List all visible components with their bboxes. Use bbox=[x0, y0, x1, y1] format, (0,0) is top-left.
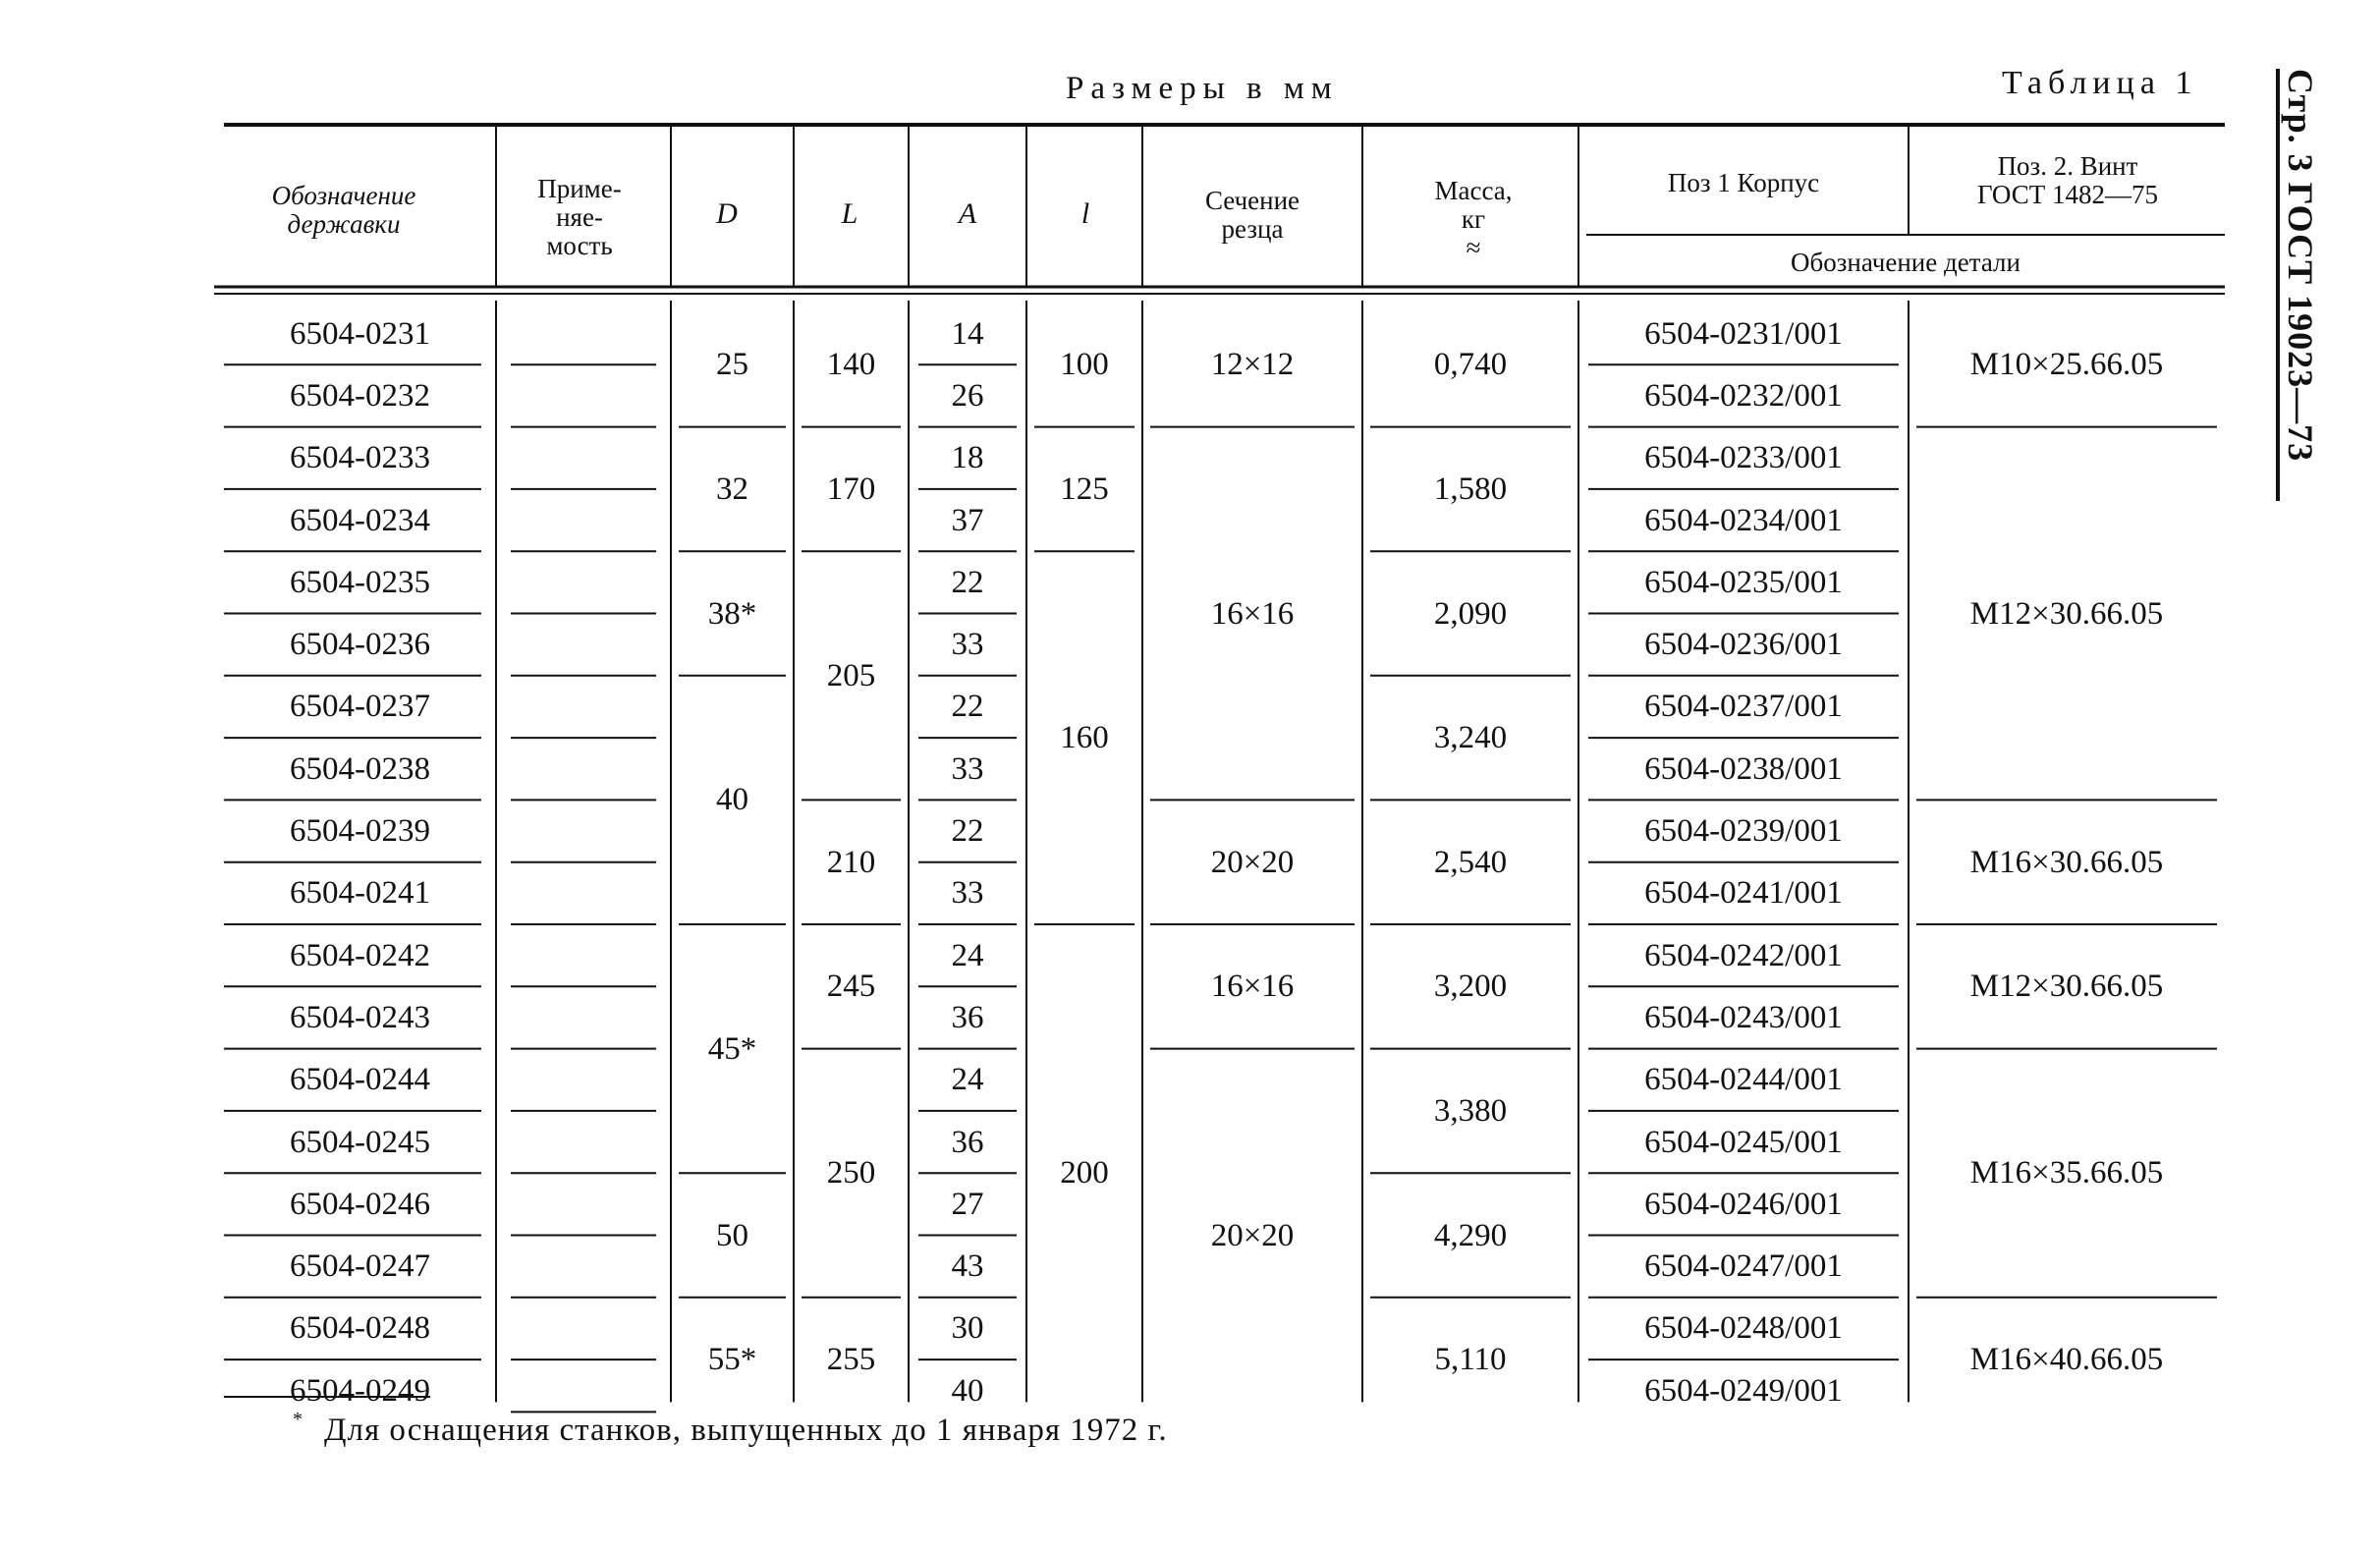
designation-cell: 6504-0249 bbox=[290, 1372, 430, 1409]
L-cell: 255 bbox=[826, 1342, 876, 1378]
body-part-cell: 6504-0242/001 bbox=[1644, 937, 1843, 973]
section-cell: 20×20 bbox=[1210, 1217, 1295, 1253]
L-cell: 205 bbox=[826, 657, 876, 693]
header-part-designation: Обозначение детали bbox=[1791, 248, 2020, 277]
L-cell: 170 bbox=[826, 471, 876, 507]
A-cell: 24 bbox=[951, 937, 984, 973]
screw-cell: M10×25.66.05 bbox=[1969, 347, 2164, 383]
l-cell: 160 bbox=[1060, 720, 1109, 756]
footnote: Для оснащения станков, выпущенных до 1 января 1972 г. bbox=[324, 1413, 1168, 1448]
L-cell: 210 bbox=[826, 844, 876, 880]
designation-cell: 6504-0244 bbox=[290, 1062, 430, 1098]
A-cell: 33 bbox=[951, 627, 984, 663]
designation-cell: 6504-0239 bbox=[290, 813, 430, 850]
body-part-cell: 6504-0235/001 bbox=[1644, 564, 1843, 600]
designation-cell: 6504-0235 bbox=[290, 564, 430, 600]
screw-cell: M16×30.66.05 bbox=[1969, 844, 2164, 880]
body-part-cell: 6504-0232/001 bbox=[1644, 377, 1843, 414]
body-part-cell: 6504-0241/001 bbox=[1644, 875, 1843, 912]
header-mass: Масса, кг ≈ bbox=[1434, 176, 1513, 262]
A-cell: 27 bbox=[951, 1186, 984, 1222]
body-part-cell: 6504-0236/001 bbox=[1644, 627, 1843, 663]
body-part-cell: 6504-0237/001 bbox=[1644, 689, 1843, 725]
body-part-cell: 6504-0231/001 bbox=[1644, 315, 1843, 352]
body-part-cell: 6504-0238/001 bbox=[1644, 750, 1843, 787]
D-cell: 55* bbox=[707, 1342, 757, 1378]
section-cell: 16×16 bbox=[1210, 969, 1295, 1005]
units-caption: Размеры в мм bbox=[1066, 71, 1339, 106]
body-part-cell: 6504-0249/001 bbox=[1644, 1372, 1843, 1409]
A-cell: 43 bbox=[951, 1248, 984, 1285]
A-cell: 37 bbox=[951, 502, 984, 538]
designation-cell: 6504-0241 bbox=[290, 875, 430, 912]
mass-cell: 3,240 bbox=[1433, 720, 1508, 756]
mass-cell: 5,110 bbox=[1434, 1342, 1507, 1378]
l-cell: 200 bbox=[1060, 1155, 1109, 1192]
header-A: A bbox=[958, 197, 977, 230]
header-D: D bbox=[716, 197, 738, 230]
body-part-cell: 6504-0234/001 bbox=[1644, 502, 1843, 538]
section-cell: 16×16 bbox=[1210, 595, 1295, 632]
designation-cell: 6504-0247 bbox=[290, 1248, 430, 1285]
A-cell: 22 bbox=[951, 689, 984, 725]
A-cell: 26 bbox=[951, 377, 984, 414]
header-l: l bbox=[1080, 197, 1090, 230]
L-cell: 140 bbox=[826, 347, 876, 383]
D-cell: 40 bbox=[716, 782, 748, 818]
L-cell: 245 bbox=[826, 969, 876, 1005]
A-cell: 14 bbox=[951, 315, 984, 352]
A-cell: 22 bbox=[951, 564, 984, 600]
mass-cell: 1,580 bbox=[1433, 471, 1508, 507]
designation-cell: 6504-0248 bbox=[290, 1310, 430, 1347]
A-cell: 33 bbox=[951, 750, 984, 787]
mass-cell: 4,290 bbox=[1433, 1217, 1508, 1253]
L-cell: 250 bbox=[826, 1155, 876, 1192]
A-cell: 22 bbox=[951, 813, 984, 850]
A-cell: 36 bbox=[951, 999, 984, 1035]
screw-cell: M16×35.66.05 bbox=[1969, 1155, 2164, 1192]
mass-cell: 3,200 bbox=[1433, 969, 1508, 1005]
designation-cell: 6504-0238 bbox=[290, 750, 430, 787]
A-cell: 30 bbox=[951, 1310, 984, 1347]
screw-cell: M12×30.66.05 bbox=[1969, 969, 2164, 1005]
body-part-cell: 6504-0244/001 bbox=[1644, 1062, 1843, 1098]
body-part-cell: 6504-0246/001 bbox=[1644, 1186, 1843, 1222]
D-cell: 25 bbox=[716, 347, 748, 383]
designation-cell: 6504-0245 bbox=[290, 1124, 430, 1160]
body-part-cell: 6504-0248/001 bbox=[1644, 1310, 1843, 1347]
l-cell: 100 bbox=[1060, 347, 1109, 383]
D-cell: 45* bbox=[707, 1030, 757, 1067]
A-cell: 24 bbox=[951, 1062, 984, 1098]
section-cell: 12×12 bbox=[1210, 347, 1295, 383]
footnote-mark: * bbox=[293, 1409, 303, 1430]
designation-cell: 6504-0237 bbox=[290, 689, 430, 725]
A-cell: 33 bbox=[951, 875, 984, 912]
D-cell: 50 bbox=[716, 1217, 748, 1253]
body-part-cell: 6504-0245/001 bbox=[1644, 1124, 1843, 1160]
header-applicability: Приме- няе- мость bbox=[537, 174, 622, 260]
table-number: Таблица 1 bbox=[2002, 65, 2198, 101]
mass-cell: 2,090 bbox=[1433, 595, 1508, 632]
mass-cell: 3,380 bbox=[1433, 1092, 1508, 1129]
body-part-cell: 6504-0243/001 bbox=[1644, 999, 1843, 1035]
screw-cell: M12×30.66.05 bbox=[1969, 595, 2164, 632]
designation-cell: 6504-0236 bbox=[290, 627, 430, 663]
side-header-text: Стр. 3 ГОСТ 19023—73 bbox=[2281, 69, 2320, 463]
header-L: L bbox=[841, 197, 858, 230]
designation-cell: 6504-0232 bbox=[290, 377, 430, 414]
A-cell: 18 bbox=[951, 440, 984, 476]
body-part-cell: 6504-0239/001 bbox=[1644, 813, 1843, 850]
screw-cell: M16×40.66.05 bbox=[1969, 1342, 2164, 1378]
header-designation: Обозначение державки bbox=[271, 181, 416, 239]
section-cell: 20×20 bbox=[1210, 844, 1295, 880]
designation-cell: 6504-0231 bbox=[290, 315, 430, 352]
designation-cell: 6504-0242 bbox=[290, 937, 430, 973]
mass-cell: 0,740 bbox=[1433, 347, 1508, 383]
designation-cell: 6504-0243 bbox=[290, 999, 430, 1035]
body-part-cell: 6504-0247/001 bbox=[1644, 1248, 1843, 1285]
designation-cell: 6504-0233 bbox=[290, 440, 430, 476]
body-part-cell: 6504-0233/001 bbox=[1644, 440, 1843, 476]
A-cell: 36 bbox=[951, 1124, 984, 1160]
mass-cell: 2,540 bbox=[1433, 844, 1508, 880]
A-cell: 40 bbox=[951, 1372, 984, 1409]
header-section: Сечение резца bbox=[1204, 186, 1301, 244]
D-cell: 32 bbox=[716, 471, 748, 507]
header-pos1: Поз 1 Корпус bbox=[1667, 168, 1820, 197]
designation-cell: 6504-0234 bbox=[290, 502, 430, 538]
header-pos2: Поз. 2. Винт ГОСТ 1482—75 bbox=[1976, 151, 2159, 209]
designation-cell: 6504-0246 bbox=[290, 1186, 430, 1222]
D-cell: 38* bbox=[707, 595, 757, 632]
l-cell: 125 bbox=[1060, 471, 1109, 507]
